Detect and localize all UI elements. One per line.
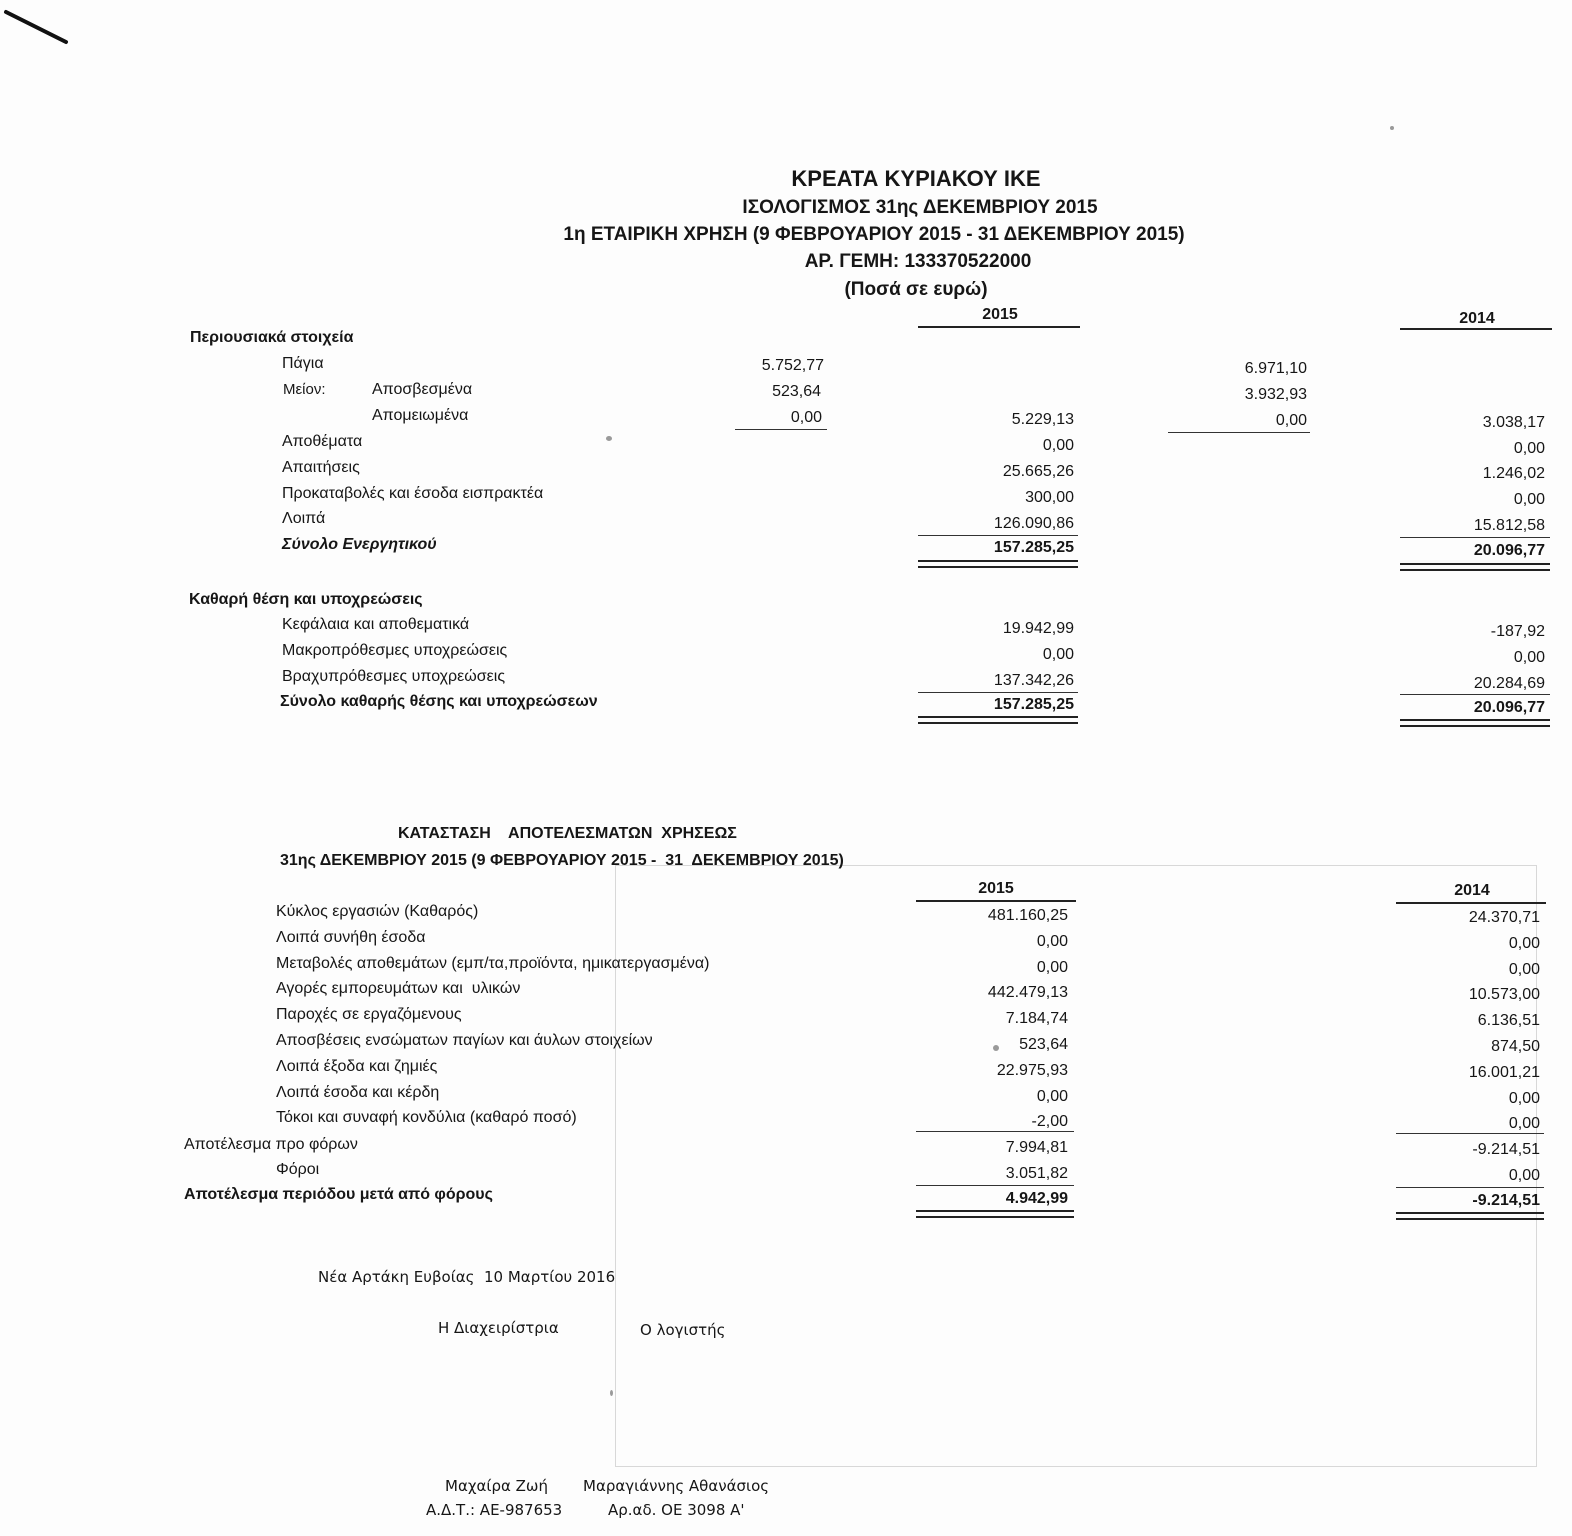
receivables-label: Απαιτήσεις <box>282 459 360 476</box>
accountant-name: Μαραγιάννης Αθανάσιος <box>583 1477 770 1495</box>
total-line <box>918 535 1078 536</box>
fiscal-period: 1η ΕΤΑΙΡΙΚΗ ΧΡΗΣΗ (9 ΦΕΒΡΟΥΑΡΙΟΥ 2015 - 31 ΔΕΚΕΜΒΡΙΟΥ 2015) <box>563 224 1185 245</box>
total-assets-2015: 157.285,25 <box>993 539 1074 556</box>
net-fixed-assets-2014: 3.038,17 <box>1482 414 1545 431</box>
income-row-2015: 0,00 <box>1036 933 1068 950</box>
depreciated-2014: 3.932,93 <box>1244 386 1307 403</box>
speck <box>606 436 612 441</box>
double-underline <box>1400 563 1550 571</box>
equity-2014: -187,92 <box>1490 623 1545 640</box>
col-header-2015: 2015 <box>982 306 1018 323</box>
liabilities-heading: Καθαρή θέση και υποχρεώσεις <box>189 591 423 608</box>
col-underline <box>916 900 1076 902</box>
long-term-liabilities-2015: 0,00 <box>1042 646 1074 663</box>
double-underline <box>918 716 1078 724</box>
other-assets-2015: 126.090,86 <box>993 515 1074 532</box>
income-row-2015: 0,00 <box>1036 959 1068 976</box>
taxes-label: Φόροι <box>276 1161 320 1178</box>
receivables-2014: 1.246,02 <box>1482 465 1545 482</box>
subtotal-line <box>735 429 827 430</box>
income-row-label: Τόκοι και συναφή κονδύλια (καθαρό ποσό) <box>276 1109 577 1126</box>
speck <box>1390 126 1394 130</box>
short-term-liabilities-label: Βραχυπρόθεσμες υποχρεώσεις <box>282 668 506 685</box>
impaired-label: Απομειωμένα <box>372 407 469 424</box>
double-underline <box>1400 719 1550 727</box>
income-statement-title: ΚΑΤΑΣΤΑΣΗ ΑΠΟΤΕΛΕΣΜΑΤΩΝ ΧΡΗΣΕΩΣ <box>398 825 737 842</box>
equity-2015: 19.942,99 <box>1002 620 1074 637</box>
subtotal-line <box>916 1131 1074 1132</box>
income-statement-subtitle: 31ης ΔΕΚΕΜΒΡΙΟΥ 2015 (9 ΦΕΒΡΟΥΑΡΙΟΥ 2015 - 31 ΔΕΚΕΜΒΡΙΟΥ 2015) <box>280 852 844 869</box>
income-row-2015: 0,00 <box>1036 1088 1068 1105</box>
inventory-label: Αποθέματα <box>282 433 363 450</box>
income-row-label: Λοιπά συνήθη έσοδα <box>276 929 426 946</box>
taxes-2014: 0,00 <box>1508 1167 1540 1184</box>
impaired-2015: 0,00 <box>790 409 822 426</box>
statement-title: ΙΣΟΛΟΓΙΣΜΟΣ 31ης ΔΕΚΕΜΒΡΙΟΥ 2015 <box>742 197 1098 218</box>
prepayments-2014: 0,00 <box>1513 491 1545 508</box>
depreciated-2015: 523,64 <box>772 383 821 400</box>
income-row-2014: 0,00 <box>1508 961 1540 978</box>
income-row-2015: 22.975,93 <box>996 1062 1068 1079</box>
subtotal-line <box>1396 1133 1544 1134</box>
double-underline <box>1396 1212 1544 1220</box>
col-underline <box>1396 902 1546 904</box>
pen-stroke-mark <box>0 0 80 60</box>
inventory-2014: 0,00 <box>1513 440 1545 457</box>
place-date: Νέα Αρτάκη Ευβοίας 10 Μαρτίου 2016 <box>318 1268 616 1286</box>
income-row-2014: 10.573,00 <box>1468 986 1540 1003</box>
subtotal-line <box>1168 432 1310 433</box>
income-row-2014: 874,50 <box>1491 1038 1540 1055</box>
net-result-label: Αποτέλεσμα περιόδου μετά από φόρους <box>184 1186 493 1203</box>
income-row-2014: 0,00 <box>1508 1115 1540 1132</box>
income-row-2015: 481.160,25 <box>987 907 1068 924</box>
total-assets-2014: 20.096,77 <box>1473 542 1545 559</box>
income-row-label: Αγορές εμπορευμάτων και υλικών <box>276 980 521 997</box>
role-manager: Η Διαχειρίστρια <box>438 1319 559 1337</box>
currency-note: (Ποσά σε ευρώ) <box>844 279 988 300</box>
receivables-2015: 25.665,26 <box>1002 463 1074 480</box>
income-col-2015: 2015 <box>978 880 1014 897</box>
long-term-liabilities-label: Μακροπρόθεσμες υποχρεώσεις <box>282 642 508 659</box>
gemi-number: ΑΡ. ΓΕΜΗ: 133370522000 <box>804 251 1032 272</box>
fixed-assets-2015: 5.752,77 <box>761 357 824 374</box>
net-fixed-assets-2015: 5.229,13 <box>1011 411 1074 428</box>
income-row-2014: 0,00 <box>1508 935 1540 952</box>
net-result-2014: -9.214,51 <box>1472 1192 1540 1209</box>
total-line <box>1396 1187 1544 1188</box>
income-row-2015: -2,00 <box>1031 1113 1068 1130</box>
income-row-label: Λοιπά έσοδα και κέρδη <box>276 1084 440 1101</box>
impaired-2014: 0,00 <box>1275 412 1307 429</box>
income-row-2014: 24.370,71 <box>1468 909 1540 926</box>
long-term-liabilities-2014: 0,00 <box>1513 649 1545 666</box>
assets-heading: Περιουσιακά στοιχεία <box>190 329 354 346</box>
col-header-2014: 2014 <box>1459 310 1495 327</box>
fixed-assets-label: Πάγια <box>282 355 324 372</box>
bleed-through-box <box>615 865 1537 1467</box>
fixed-assets-2014: 6.971,10 <box>1244 360 1307 377</box>
pretax-2014: -9.214,51 <box>1472 1141 1540 1158</box>
role-accountant: Ο λογιστής <box>640 1321 726 1339</box>
total-liabilities-2015: 157.285,25 <box>993 696 1074 713</box>
manager-id: Α.Δ.Τ.: ΑΕ-987653 <box>426 1501 563 1519</box>
prepayments-2015: 300,00 <box>1025 489 1074 506</box>
equity-label: Κεφάλαια και αποθεματικά <box>282 616 470 633</box>
company-name: ΚΡΕΑΤΑ ΚΥΡΙΑΚΟΥ ΙΚΕ <box>791 166 1041 191</box>
other-assets-label: Λοιπά <box>282 510 326 527</box>
income-row-2014: 6.136,51 <box>1477 1012 1540 1029</box>
income-row-label: Αποσβέσεις ενσώματων παγίων και άυλων στοιχείων <box>276 1032 653 1049</box>
income-row-label: Κύκλος εργασιών (Καθαρός) <box>276 903 479 920</box>
income-row-2014: 0,00 <box>1508 1090 1540 1107</box>
income-row-label: Λοιπά έξοδα και ζημιές <box>276 1058 438 1075</box>
col-underline <box>1400 328 1552 330</box>
income-row-2015: 523,64 <box>1019 1036 1068 1053</box>
total-line <box>918 692 1078 693</box>
pretax-label: Αποτέλεσμα προ φόρων <box>184 1136 358 1153</box>
manager-name: Μαχαίρα Ζωή <box>445 1477 548 1495</box>
total-liabilities-2014: 20.096,77 <box>1473 699 1545 716</box>
other-assets-2014: 15.812,58 <box>1473 517 1545 534</box>
inventory-2015: 0,00 <box>1042 437 1074 454</box>
total-liabilities-label: Σύνολο καθαρής θέσης και υποχρεώσεων <box>280 693 598 710</box>
income-row-label: Μεταβολές αποθεμάτων (εμπ/τα,προϊόντα, ημικατεργασμένα) <box>276 955 710 972</box>
net-result-2015: 4.942,99 <box>1005 1190 1068 1207</box>
income-row-2015: 442.479,13 <box>987 984 1068 1001</box>
prepayments-label: Προκαταβολές και έσοδα εισπρακτέα <box>282 485 544 502</box>
income-row-2015: 7.184,74 <box>1005 1010 1068 1027</box>
short-term-liabilities-2014: 20.284,69 <box>1473 675 1545 692</box>
total-assets-label: Σύνολο Ενεργητικού <box>282 536 437 553</box>
depreciated-label: Αποσβεσμένα <box>372 381 473 398</box>
total-line <box>1400 537 1550 538</box>
total-line <box>1400 694 1550 695</box>
income-row-2014: 16.001,21 <box>1468 1064 1540 1081</box>
income-row-label: Παροχές σε εργαζόμενους <box>276 1006 462 1023</box>
accountant-license: Αρ.αδ. ΟΕ 3098 Α' <box>608 1501 745 1519</box>
total-line <box>916 1185 1074 1186</box>
short-term-liabilities-2015: 137.342,26 <box>993 672 1074 689</box>
income-col-2014: 2014 <box>1454 882 1490 899</box>
col-underline <box>918 326 1080 328</box>
double-underline <box>916 1210 1074 1218</box>
double-underline <box>918 560 1078 568</box>
less-label: Μείον: <box>283 381 326 398</box>
pretax-2015: 7.994,81 <box>1005 1139 1068 1156</box>
taxes-2015: 3.051,82 <box>1005 1165 1068 1182</box>
speck <box>610 1390 613 1396</box>
